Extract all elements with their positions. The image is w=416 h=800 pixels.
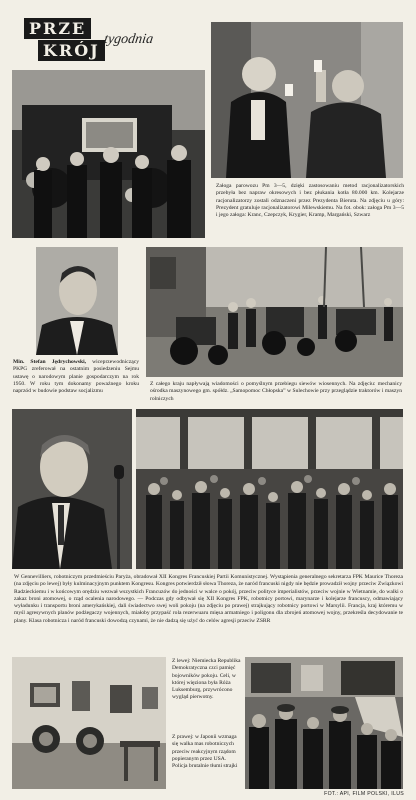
- photo-museum-cell: [12, 657, 166, 789]
- caption-tractors: Z całego kraju napływają wiadomości o pomyślnym przebiegu siewów wiosennych. Na zdjęciu: mechanicy ośrodka maszynowego gm. spółdz. „Samopomoc Chłopska” w Sulechowie przy przeglądzie traktorów i maszyn rolniczych: [150, 381, 402, 402]
- caption-jedrychowski-name: Min. Stefan Jędrychowski,: [13, 359, 87, 365]
- caption-jedrychowski: [13, 359, 139, 395]
- photo-tractors: [146, 247, 403, 377]
- photo-thorez-speaking: [12, 409, 132, 569]
- masthead-title-line1: PRZE: [24, 18, 91, 39]
- caption-museum: Z lewej: Niemiecka Republika Demokratyczna czci pamięć bojowników pokoju. Celi, w której więziona była Róża Luksemburg, przywrócono wygląd pierwotny.: [172, 658, 241, 701]
- masthead-logo: [24, 18, 100, 64]
- photo-jedrychowski-portrait: [36, 247, 118, 355]
- masthead-subtitle: tygodnia: [103, 32, 155, 47]
- caption-congress: W Gennevilliers, robotniczym przedmieściu Paryża, obradował XII Kongres Francuskiej Partii Komunistycznej. Wystąpienia generalnego sekretarza FPK Maurice Thoreza (na zdjęciu po lewej) były kulminacyjnym punktem Kongresu. Kongres potwierdził słowa Thoreza, że naród francuski nigdy nie będzie prowadził wojny przeciw Związkowi Radzieckiemu i w końcowym orędziu wezwał wszystkich Francuzów do jedności w walce o pokój, przeciw polityce imperialistów, przeciw wojnie w Wietnamie, do walki o zakaz broni atomowej, o rząd ocalenia narodowego. — Podczas gdy odbywał się XII Kongres FPK, robotnicy portowi, marynarze i kolejarze francuscy, odmawiający wyładunku i transportu broni amerykańskiej, dali świadectwo swej woli pokoju (na zdjęciu po prawej) strajkujący robotnicy portowi w Marsylii. Francja, kraj któremu w myśl agresywnych planów podżegaczy wojennych, miałoby przypaść rola rezerwuaru mięsa armatniego i poligonu dla zbrojeń atomowej wojny, przekreśla decydowanie te plany. Klasa robotnicza i naród francuski dowodzą czynami, że nie dadzą się użyć do celów agresji przeciw ZSRR: [14, 574, 404, 624]
- photo-credits: FOT.: API, FILM POLSKI, ILUS: [324, 791, 404, 797]
- photo-strike-crowd: [136, 409, 403, 569]
- caption-japan: Z prawej: w Japonii wzmaga się walka mas robotniczych przeciw reakcyjnym rządom popieranym przez USA. Policja brutalnie tłumi strajki: [172, 734, 238, 770]
- masthead-title-line2: KRÓJ: [38, 40, 105, 61]
- caption-locomotive: Załoga parowozu Pm 3—5, dzięki zastosowaniu metod racjonalizatorskich przebyła bez napraw okresowych i bez płukania kotła 80.000 km. Kolejarze racjonalizatorzy zostali odznaczeni przez Prezydenta Bieruta. Na zdjęciu u góry: Prezydent gratuluje racjonalizatorowi Milewskiemu. Na fot. obok: załoga Pm 3—5 i jego załoga: Kranc, Czepczyk, Krygier, Kramp, Margański, Szwarz: [216, 183, 404, 219]
- photo-japan-strike: [245, 657, 403, 789]
- photo-president-toast: [211, 22, 403, 178]
- photo-locomotive-crew: [12, 70, 205, 238]
- caption-jedrychowski-text: wiceprzewodniczący PKPG zreferował na ostatnim posiedzeniu Sejmu ustawę o narodowym planie gospodarczym na rok 1950. W roku tym dokonamy poważnego kroku naprzód w budowie podstaw socjalizmu: [13, 359, 139, 395]
